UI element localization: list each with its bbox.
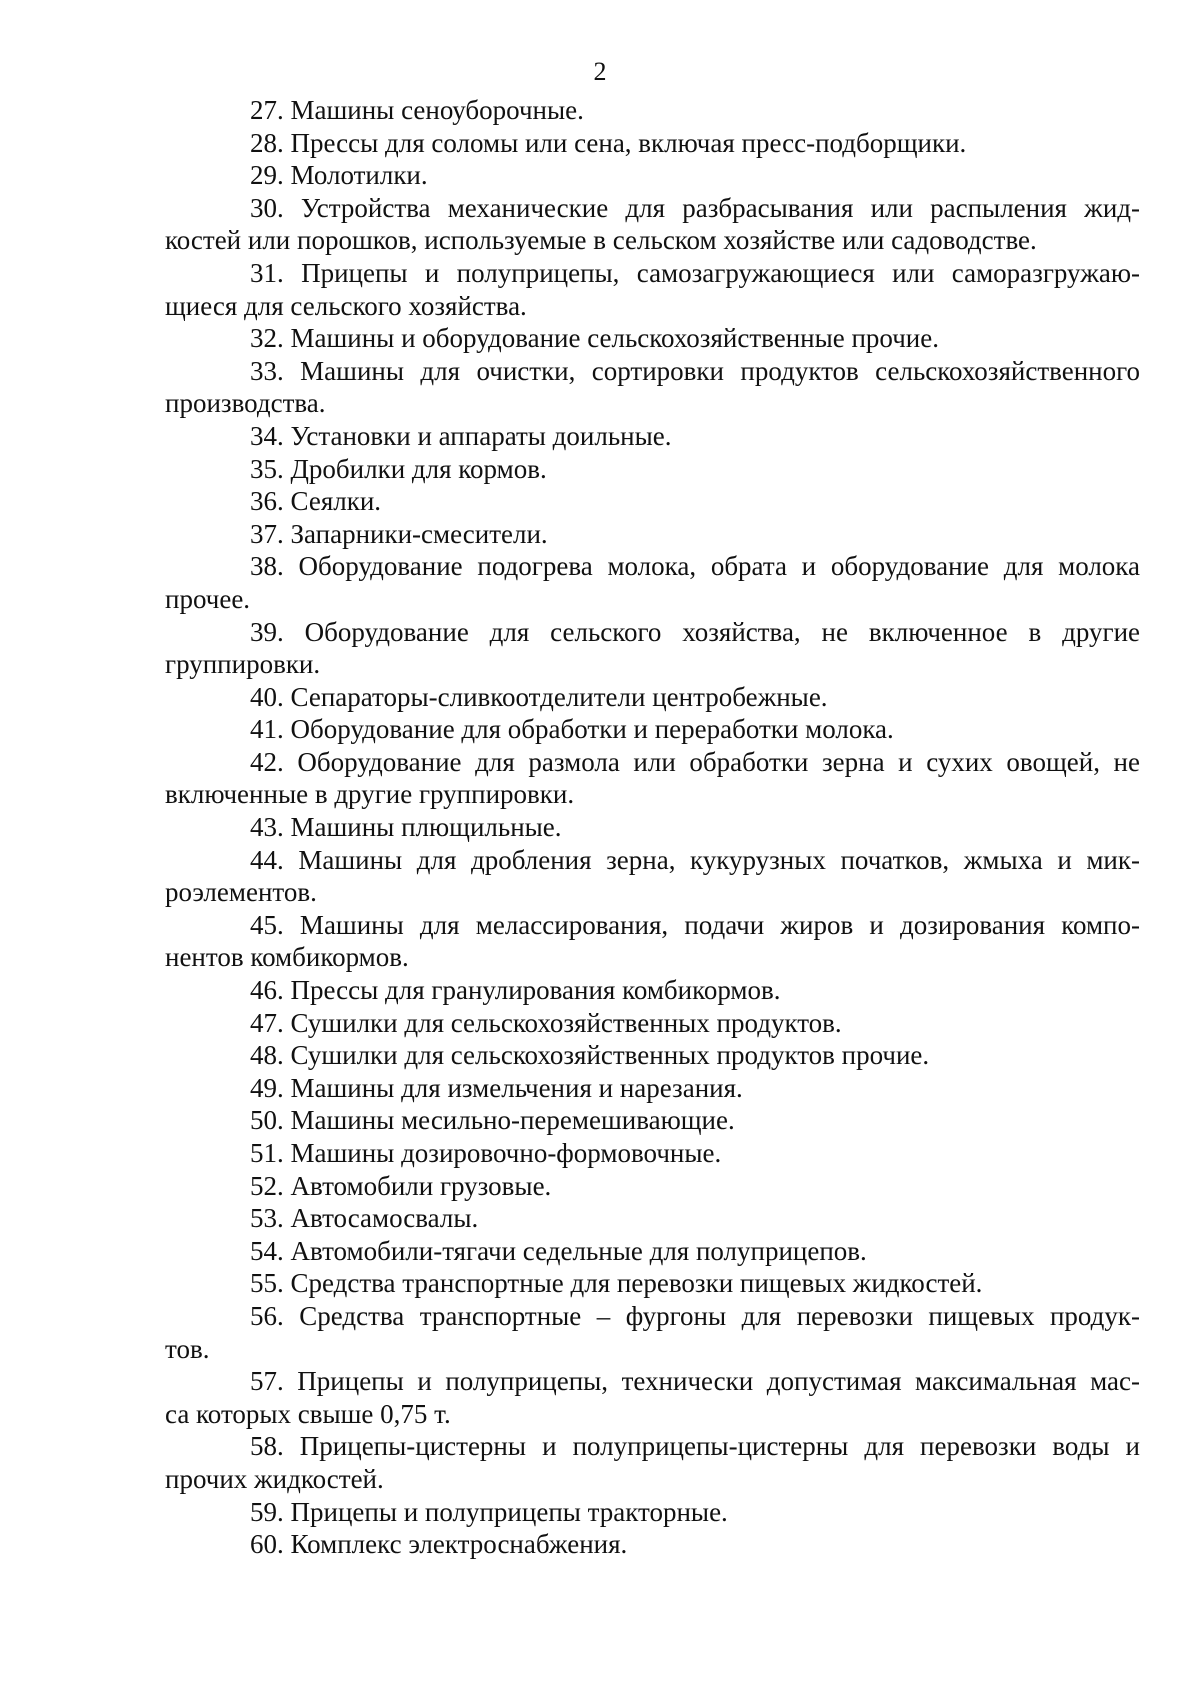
list-item — [165, 909, 1140, 974]
list-item: 34. Установки и аппараты доильные. — [250, 420, 672, 451]
list-item-continuation: тов. — [165, 1333, 210, 1364]
list-item-continuation: производства. — [165, 388, 326, 419]
list-item: 36. Сеялки. — [250, 486, 382, 517]
list-item-first-line: 58. Прицепы-цистерны и полуприцепы-цистерны для перевозки воды и — [250, 1431, 1140, 1462]
list-item: 49. Машины для измельчения и нарезания. — [250, 1072, 743, 1103]
list-item: 47. Сушилки для сельскохозяйственных продуктов. — [250, 1007, 842, 1038]
list-item-continuation: группировки. — [165, 649, 321, 680]
list-item — [165, 257, 1140, 322]
list-item: 60. Комплекс электроснабжения. — [250, 1529, 628, 1560]
list-item — [165, 1300, 1140, 1365]
list-item — [165, 550, 1140, 615]
list-item: 27. Машины сеноуборочные. — [250, 95, 584, 125]
list-item: 51. Машины дозировочно-формовочные. — [250, 1138, 722, 1168]
list-item-first-line: 42. Оборудование для размола или обработки зерна и сухих овощей, не — [250, 746, 1140, 777]
list-item: 43. Машины плющильные. — [250, 812, 562, 843]
list-item: 53. Автосамосвалы. — [250, 1203, 479, 1234]
list-item: 32. Машины и оборудование сельскохозяйственные прочие. — [250, 323, 939, 354]
list-item: 40. Сепараторы-сливкоотделители центробежные. — [250, 681, 828, 712]
list-item-first-line: 33. Машины для очистки, сортировки продуктов сельскохозяйственного — [250, 355, 1140, 386]
list-item — [165, 746, 1140, 811]
list-item: 55. Средства транспортные для перевозки пищевых жидкостей. — [250, 1268, 983, 1299]
list-item: 35. Дробилки для кормов. — [250, 453, 547, 484]
list-item: 37. Запарники-смесители. — [250, 518, 548, 549]
list-item: 54. Автомобили-тягачи седельные для полуприцепов. — [250, 1235, 867, 1266]
list-item: 29. Молотилки. — [250, 160, 428, 191]
list-item-first-line: 57. Прицепы и полуприцепы, технически допустимая максимальная мас- — [250, 1366, 1140, 1397]
list-item — [165, 192, 1140, 257]
equipment-list — [165, 94, 1140, 1561]
list-item-continuation: прочее. — [165, 583, 251, 614]
list-item — [165, 616, 1140, 681]
list-item-continuation: са которых свыше 0,75 т. — [165, 1398, 451, 1429]
list-item-continuation: нентов комбикормов. — [165, 942, 409, 973]
list-item — [165, 844, 1140, 909]
list-item: 52. Автомобили грузовые. — [250, 1170, 552, 1201]
list-item-first-line: 56. Средства транспортные – фургоны для перевозки пищевых продук- — [250, 1300, 1140, 1331]
list-item: 28. Прессы для соломы или сена, включая пресс-подборщики. — [250, 127, 967, 158]
list-item — [165, 1430, 1140, 1495]
list-item: 50. Машины месильно-перемешивающие. — [250, 1105, 735, 1136]
list-item — [165, 355, 1140, 420]
list-item: 59. Прицепы и полуприцепы тракторные. — [250, 1496, 728, 1527]
list-item-first-line: 31. Прицепы и полуприцепы, самозагружающиеся или саморазгружаю- — [250, 257, 1140, 288]
page-number: 2 — [593, 57, 607, 86]
list-item-first-line: 45. Машины для мелассирования, подачи жиров и дозирования компо- — [250, 909, 1140, 940]
list-item-continuation: щиеся для сельского хозяйства. — [165, 290, 527, 321]
list-item: 46. Прессы для гранулирования комбикормов. — [250, 975, 781, 1006]
list-item: 48. Сушилки для сельскохозяйственных продуктов прочие. — [250, 1040, 930, 1071]
list-item-continuation: костей или порошков, используемые в сельском хозяйстве или садоводстве. — [165, 225, 1037, 256]
list-item — [165, 1365, 1140, 1430]
list-item-continuation: роэлементов. — [165, 877, 317, 908]
list-item: 41. Оборудование для обработки и переработки молока. — [250, 714, 894, 745]
list-item-first-line: 44. Машины для дробления зерна, кукурузных початков, жмыха и мик- — [250, 844, 1140, 875]
list-item-first-line: 39. Оборудование для сельского хозяйства, не включенное в другие — [250, 616, 1140, 647]
list-item-continuation: прочих жидкостей. — [165, 1463, 384, 1494]
list-item-first-line: 30. Устройства механические для разбрасывания или распыления жид- — [250, 192, 1140, 223]
list-item-first-line: 38. Оборудование подогрева молока, обрата и оборудование для молока — [250, 551, 1140, 582]
list-item-continuation: включенные в другие группировки. — [165, 779, 575, 810]
